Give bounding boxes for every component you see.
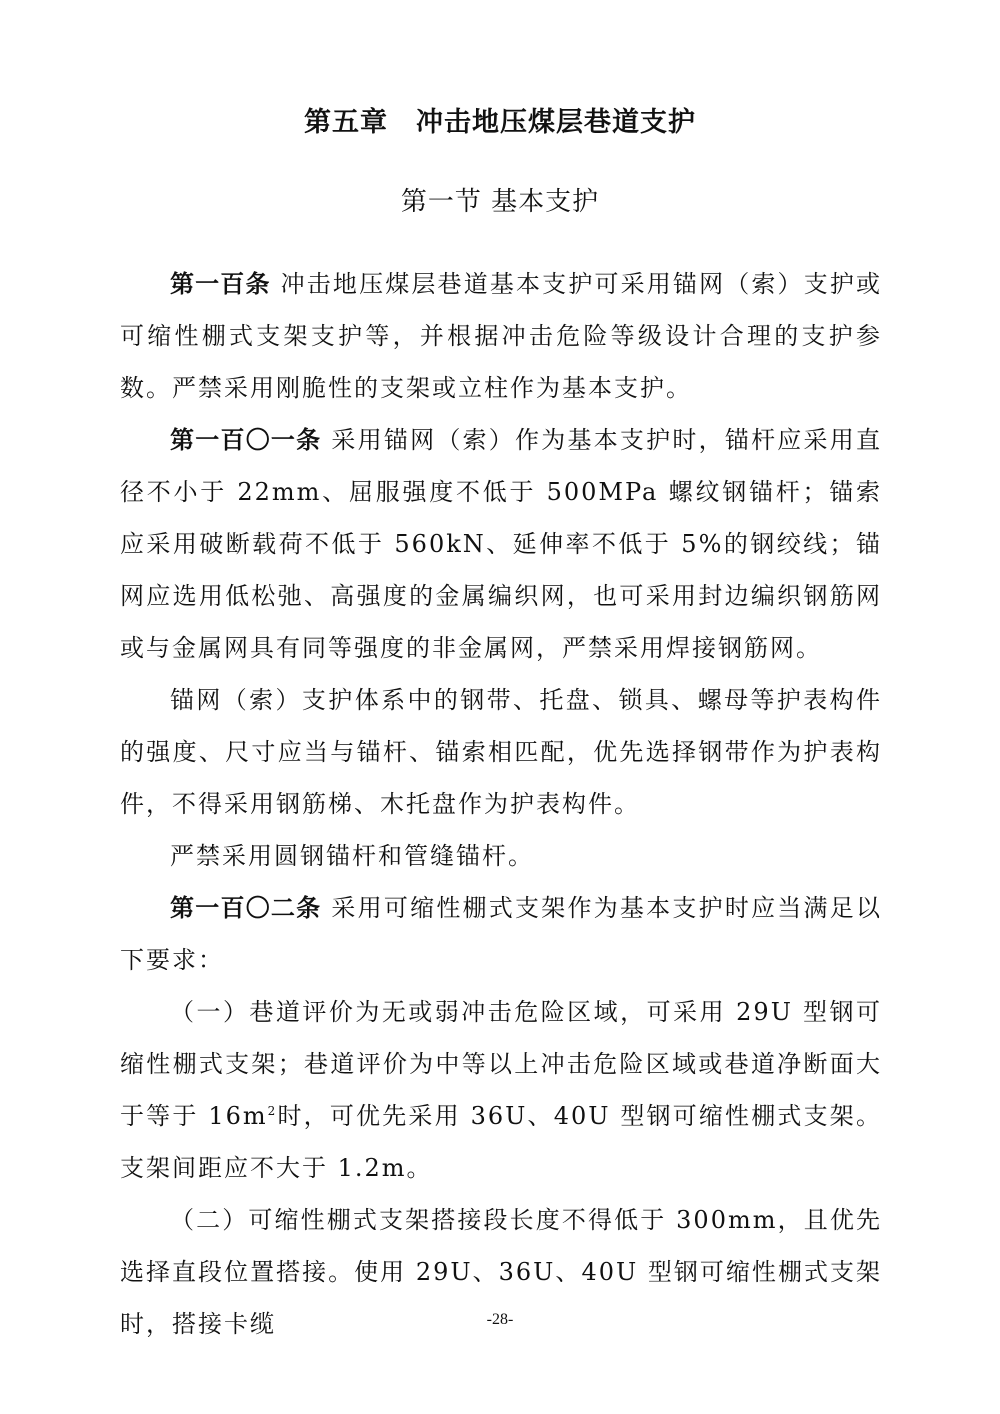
article-100-paragraph [120,258,882,414]
article-number: 第一百〇二条 [170,894,322,922]
chapter-title: 第五章 冲击地压煤层巷道支护 [304,107,696,138]
article-number: 第一百〇一条 [170,426,322,454]
superscript: 2 [267,1104,278,1118]
protective-components-paragraph [120,674,882,830]
paragraph-text: （二）可缩性棚式支架搭接段长度不得低于 300mm，且优先选择直段位置搭接。使用 29U、36U、40U 型钢可缩性棚式支架时，搭接卡缆 [120,1206,882,1338]
article-101-paragraph [120,414,882,674]
section-title: 第一节 基本支护 [400,187,600,217]
paragraph-text: 冲击地压煤层巷道基本支护可采用锚网（索）支护或可缩性棚式支架支护等，并根据冲击危险等级设计合理的支护参数。严禁采用刚脆性的支架或立柱作为基本支护。 [120,270,883,402]
prohibition-paragraph [120,830,882,882]
paragraph-text: 采用可缩性棚式支架作为基本支护时应当满足以下要求： [120,894,883,974]
paragraph-text: 严禁采用圆钢锚杆和管缝锚杆。 [170,842,534,870]
page-number: -28- [486,1311,514,1328]
requirement-1-paragraph [120,986,882,1194]
article-number: 第一百条 [170,270,271,298]
paragraph-text: 锚网（索）支护体系中的钢带、托盘、锁具、螺母等护表构件的强度、尺寸应当与锚杆、锚索相匹配，优先选择钢带作为护表构件，不得采用钢筋梯、木托盘作为护表构件。 [120,686,882,818]
article-102-paragraph [120,882,882,986]
paragraph-text: （一）巷道评价为无或弱冲击危险区域，可采用 29U 型钢可缩性棚式支架；巷道评价为中等以上冲击危险区域或巷道净断面大于等于 16m [120,998,882,1130]
paragraph-text: 时，可优先采用 36U、40U 型钢可缩性棚式支架。支架间距应不大于 1.2m。 [120,1102,882,1182]
paragraph-text: 采用锚网（索）作为基本支护时，锚杆应采用直径不小于 22mm、屈服强度不低于 500MPa 螺纹钢锚杆；锚索应采用破断载荷不低于 560kN、延伸率不低于 5%的钢绞线；锚网应选用低松弛、高强度的金属编织网，也可采用封边编织钢筋网或与金属网具有同等强度的非金属网，严禁采用焊接钢筋网。 [120,426,883,662]
body-text [120,258,882,1350]
